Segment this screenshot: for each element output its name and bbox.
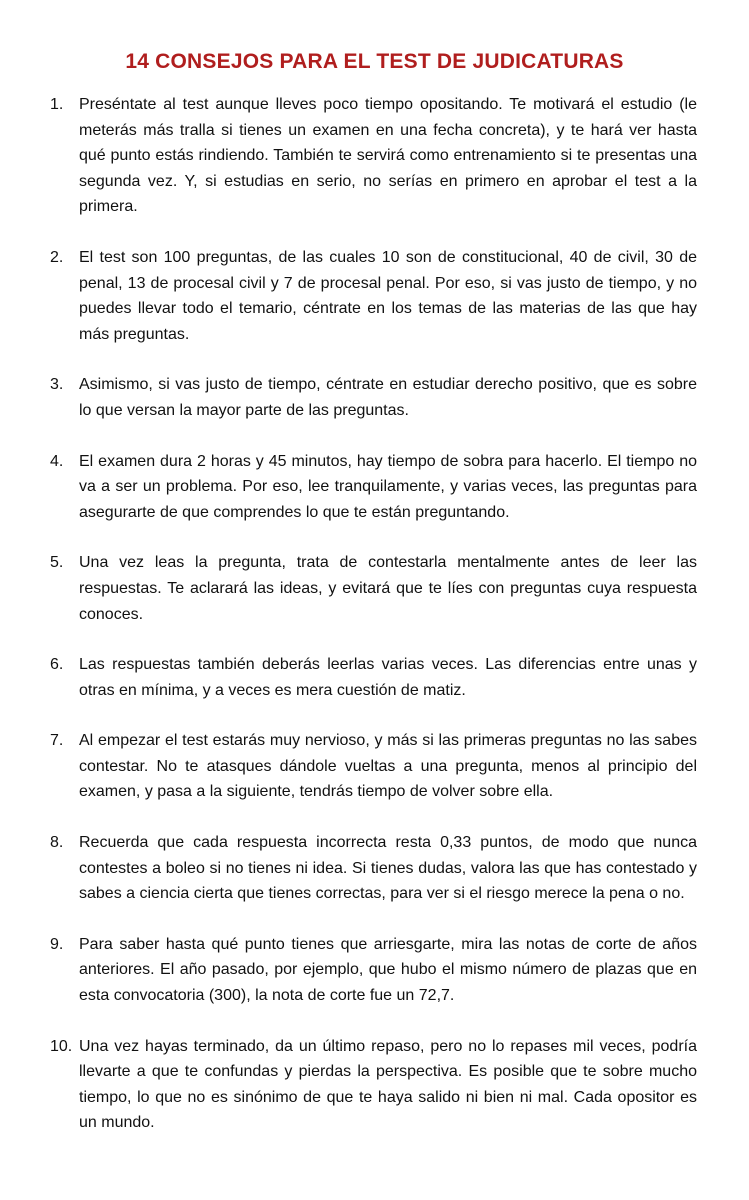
tips-list bbox=[0, 92, 749, 1161]
list-item bbox=[0, 449, 749, 526]
tip-text: Una vez leas la pregunta, trata de contestarla mentalmente antes de leer las respuestas. Te aclarará las ideas, y evitará que te líes con preguntas cuya respuesta conoces. bbox=[79, 554, 697, 623]
tip-number: 3. bbox=[50, 376, 64, 394]
tip-number: 5. bbox=[50, 554, 64, 572]
tip-number: 2. bbox=[50, 248, 64, 266]
page-title: 14 CONSEJOS PARA EL TEST DE JUDICATURAS bbox=[125, 50, 624, 73]
list-item bbox=[0, 550, 749, 627]
tip-text: Una vez hayas terminado, da un último repaso, pero no lo repases mil veces, podría llevarte a que te confundas y pierdas la perspectiva. Es posible que te sobre mucho tiempo, lo que no es sinónimo de que te haya salido ni bien ni mal. Cada opositor es un mundo. bbox=[79, 1037, 697, 1132]
tip-number: 6. bbox=[50, 656, 64, 674]
tip-number: 7. bbox=[50, 732, 64, 750]
tip-number: 1. bbox=[50, 96, 64, 113]
list-item bbox=[0, 245, 749, 347]
tip-number: 8. bbox=[50, 834, 64, 852]
tip-number: 4. bbox=[50, 452, 64, 470]
tip-text: Preséntate al test aunque lleves poco tiempo opositando. Te motivará el estudio (le meterás más tralla si tienes un examen en una fecha concreta), y te hará ver hasta qué punto estás rindiendo. También te servirá como entrenamiento si te presentas una segunda vez. Y, si estudias en serio, no serías en primero en aprobar el test a la primera. bbox=[79, 96, 697, 216]
tip-number: 10. bbox=[50, 1037, 73, 1055]
list-item bbox=[0, 1034, 749, 1136]
tip-text: Las respuestas también deberás leerlas varias veces. Las diferencias entre unas y otras en mínima, y a veces es mera cuestión de matiz. bbox=[79, 656, 697, 699]
list-item bbox=[0, 652, 749, 703]
tip-text: Para saber hasta qué punto tienes que arriesgarte, mira las notas de corte de años anteriores. El año pasado, por ejemplo, que hubo el mismo número de plazas que en esta convocatoria (300), la nota de corte fue un 72,7. bbox=[79, 935, 697, 1005]
list-item bbox=[0, 372, 749, 423]
list-item bbox=[0, 728, 749, 805]
tip-text: El examen dura 2 horas y 45 minutos, hay tiempo de sobra para hacerlo. El tiempo no va a ser un problema. Por eso, lee tranquilamente, y varias veces, las preguntas para asegurarte de que comprendes lo que te están preguntando. bbox=[79, 452, 697, 521]
tip-text: El test son 100 preguntas, de las cuales 10 son de constitucional, 40 de civil, 30 de penal, 13 de procesal civil y 7 de procesal penal. Por eso, si vas justo de tiempo, y no puedes llevar todo el temario, céntrate en los temas de las materias de las que hay más preguntas. bbox=[79, 248, 697, 343]
tip-text: Asimismo, si vas justo de tiempo, céntrate en estudiar derecho positivo, que es sobre lo que versan la mayor parte de las preguntas. bbox=[79, 376, 697, 419]
list-item bbox=[0, 92, 749, 220]
list-item bbox=[0, 932, 749, 1009]
tip-text: Recuerda que cada respuesta incorrecta resta 0,33 puntos, de modo que nunca contestes a boleo si no tienes ni idea. Si tienes dudas, valora las que has contestado y sabes a ciencia cierta que tienes correctas, para ver si el riesgo merece la pena o no. bbox=[79, 834, 697, 903]
tip-text: Al empezar el test estarás muy nervioso, y más si las primeras preguntas no las sabes contestar. No te atasques dándole vueltas a una pregunta, menos al principio del examen, y pasa a la siguiente, tendrás tiempo de volver sobre ella. bbox=[79, 732, 697, 801]
tip-number: 9. bbox=[50, 935, 64, 953]
list-item bbox=[0, 830, 749, 907]
